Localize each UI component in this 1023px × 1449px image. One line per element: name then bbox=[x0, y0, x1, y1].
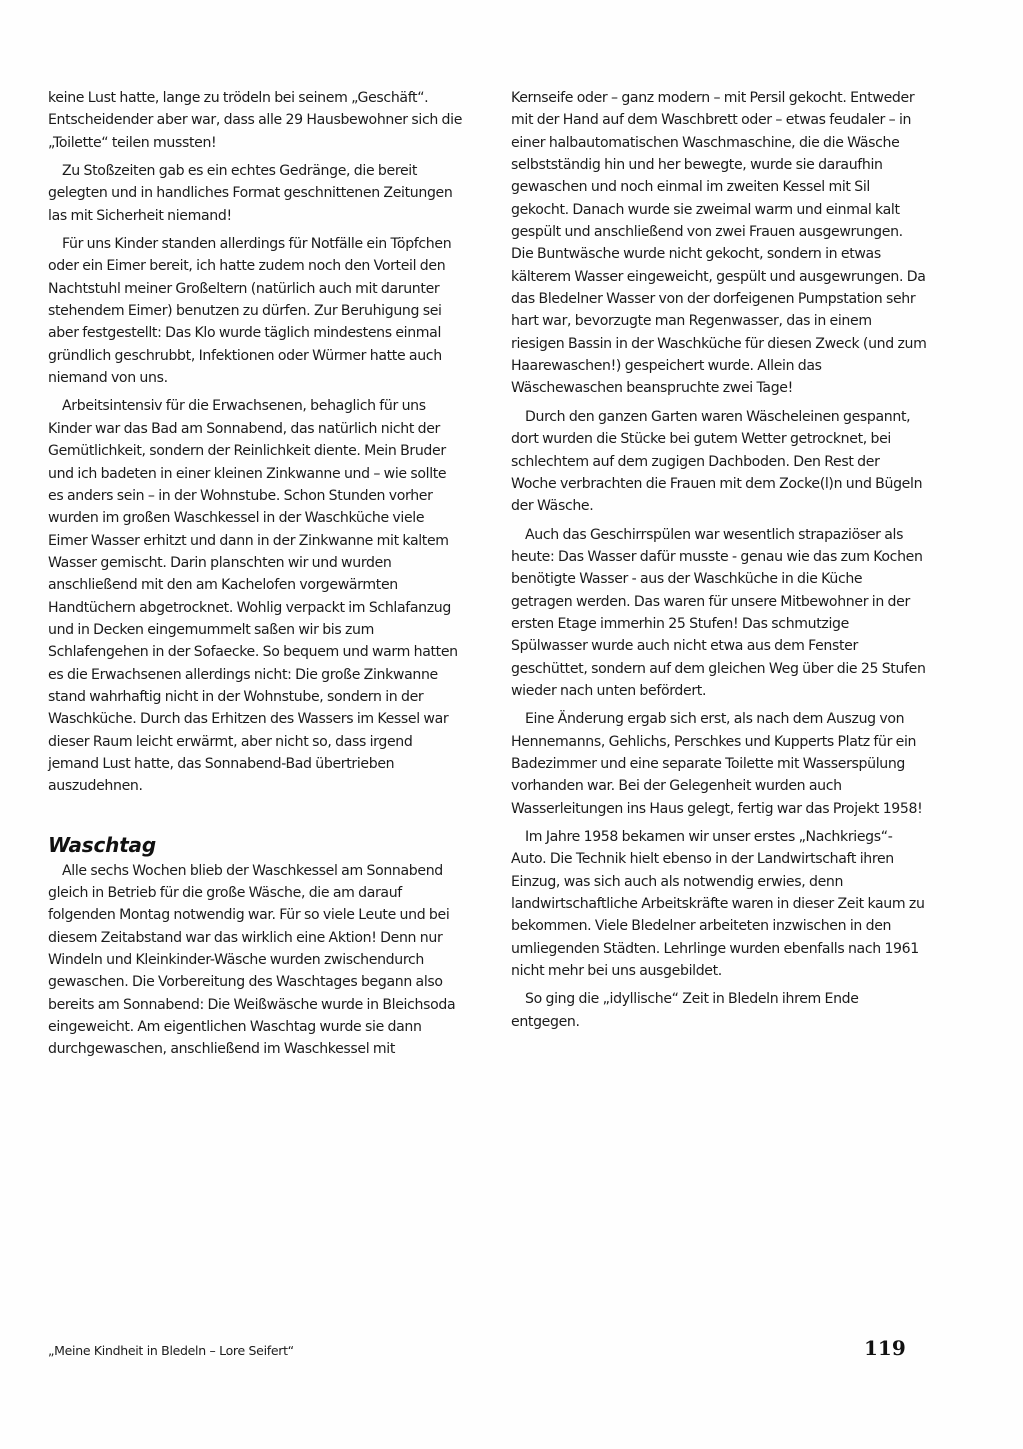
paragraph: Kernseife oder – ganz modern – mit Persil gekocht. Entweder mit der Hand auf dem Waschbrett oder – etwas feudaler – in einer halbautomatischen Waschmaschine, die die Wäsche selbstständig hin und her bewegte, wurde sie daraufhin gewaschen und noch einmal im zweiten Kessel mit Sil gekocht. Danach wurde sie zweimal warm und einmal kalt gespült und anschließend von zwei Frauen ausgewrungen. Die Buntwäsche wurde nicht gekocht, sondern in etwas kälterem Wasser eingeweicht, gespült und ausgewrungen. Da das Bledelner Wasser von der dorfeigenen Pumpstation sehr hart war, bevorzugte man Regenwasser, das in einem riesigen Bassin in der Waschküche für diesen Zweck (und zum Haarewaschen!) gespeichert wurde. Allein das Wäschewaschen beanspruchte zwei Tage! bbox=[511, 90, 927, 397]
paragraph: So ging die „idyllische“ Zeit in Bledeln ihrem Ende entgegen. bbox=[511, 991, 859, 1030]
paragraph: keine Lust hatte, lange zu trödeln bei seinem „Geschäft“. Entscheidender aber war, dass alle 29 Hausbewohner sich die „Toilette“ teilen mussten! bbox=[48, 90, 463, 151]
right-column bbox=[511, 87, 927, 1039]
paragraph: Alle sechs Wochen blieb der Waschkessel am Sonnabend gleich in Betrieb für die große Wäsche, die am darauf folgenden Montag notwendig war. Für so viele Leute und bei diesem Zeitabstand war das wirklich eine Aktion! Denn nur Windeln und Kleinkinder-Wäsche wurden zwischendurch gewaschen. Die Vorbereitung des Waschtages begann also bereits am Sonnabend: Die Weißwäsche wurde in Bleichsoda eingeweicht. Am eigentlichen Waschtag wurde sie dann durchgewaschen, anschließend im Waschkessel mit bbox=[48, 862, 456, 1058]
left-column bbox=[48, 87, 464, 1067]
paragraph: Zu Stoßzeiten gab es ein echtes Gedränge, die bereit gelegten und in handliches Format geschnittenen Zeitungen las mit Sicherheit niemand! bbox=[48, 163, 453, 224]
paragraph: Auch das Geschirrspülen war wesentlich strapaziöser als heute: Das Wasser dafür musste - genau wie das zum Kochen benötigte Wasser - aus der Waschküche in die Küche getragen werden. Das waren für unsere Mitbewohner in der ersten Etage immerhin 25 Stufen! Das schmutzige Spülwasser wurde auch nicht etwa aus dem Fenster geschüttet, sondern auf dem gleichen Weg über die 25 Stufen wieder nach unten befördert. bbox=[511, 526, 926, 699]
paragraph: Im Jahre 1958 bekamen wir unser erstes „Nachkriegs“-Auto. Die Technik hielt ebenso in der Landwirtschaft ihren Einzug, was sich auch als notwendig erwies, denn landwirtschaftliche Arbeitskräfte waren in dieser Zeit kaum zu bekommen. Viele Bledelner arbeiteten inzwischen in den umliegenden Städten. Lehrlinge wurden ebenfalls nach 1961 nicht mehr bei uns ausgebildet. bbox=[511, 829, 925, 980]
paragraph: Arbeitsintensiv für die Erwachsenen, behaglich für uns Kinder war das Bad am Sonnabend, das natürlich nicht der Gemütlichkeit, sondern der Reinlichkeit diente. Mein Bruder und ich badeten in einer kleinen Zinkwanne und – wie sollte es anders sein – in der Wohnstube. Schon Stunden vorher wurden im großen Waschkessel in der Waschküche viele Eimer Wasser erhitzt und dann in der Zinkwanne mit kaltem Wasser gemischt. Darin planschten wir und wurden anschließend mit den am Kachelofen vorgewärmten Handtüchern abgetrocknet. Wohlig verpackt im Schlafanzug und in Decken eingemummelt saßen wir bis zum Schlafengehen in der Sofaecke. So bequem und warm hatten es die Erwachsenen allerdings nicht: Die große Zinkwanne stand wahrhaftig nicht in der Wohnstube, sondern in der Waschküche. Durch das Erhitzen des Wassers im Kessel war dieser Raum leicht erwärmt, aber nicht so, dass irgend jemand Lust hatte, das Sonnabend-Bad übertrieben auszudehnen. bbox=[48, 398, 458, 795]
paragraph: Eine Änderung ergab sich erst, als nach dem Auszug von Hennemanns, Gehlichs, Perschkes und Kupperts Platz für ein Badezimmer und eine separate Toilette mit Wasserspülung vorhanden war. Bei der Gelegenheit wurden auch Wasserleitungen ins Haus gelegt, fertig war das Projekt 1958! bbox=[511, 711, 923, 817]
paragraph: Durch den ganzen Garten waren Wäscheleinen gespannt, dort wurden die Stücke bei gutem Wetter getrocknet, bei schlechtem auf dem zugigen Dachboden. Den Rest der Woche verbrachten die Frauen mit dem Zocke(l)n und Bügeln der Wäsche. bbox=[511, 408, 923, 515]
paragraph: Für uns Kinder standen allerdings für Notfälle ein Töpfchen oder ein Eimer bereit, ich hatte zudem noch den Vorteil den Nachtstuhl meiner Großeltern (natürlich auch mit darunter stehendem Eimer) benutzen zu dürfen. Zur Beruhigung sei aber festgestellt: Das Klo wurde täglich mindestens einmal gründlich geschrubbt, Infektionen oder Würmer hatte auch niemand von uns. bbox=[48, 236, 452, 387]
section-heading: Waschtag bbox=[48, 832, 156, 857]
page-number: 119 bbox=[864, 1336, 906, 1360]
footer-book-title: „Meine Kindheit in Bledeln – Lore Seifert“ bbox=[48, 1343, 294, 1358]
